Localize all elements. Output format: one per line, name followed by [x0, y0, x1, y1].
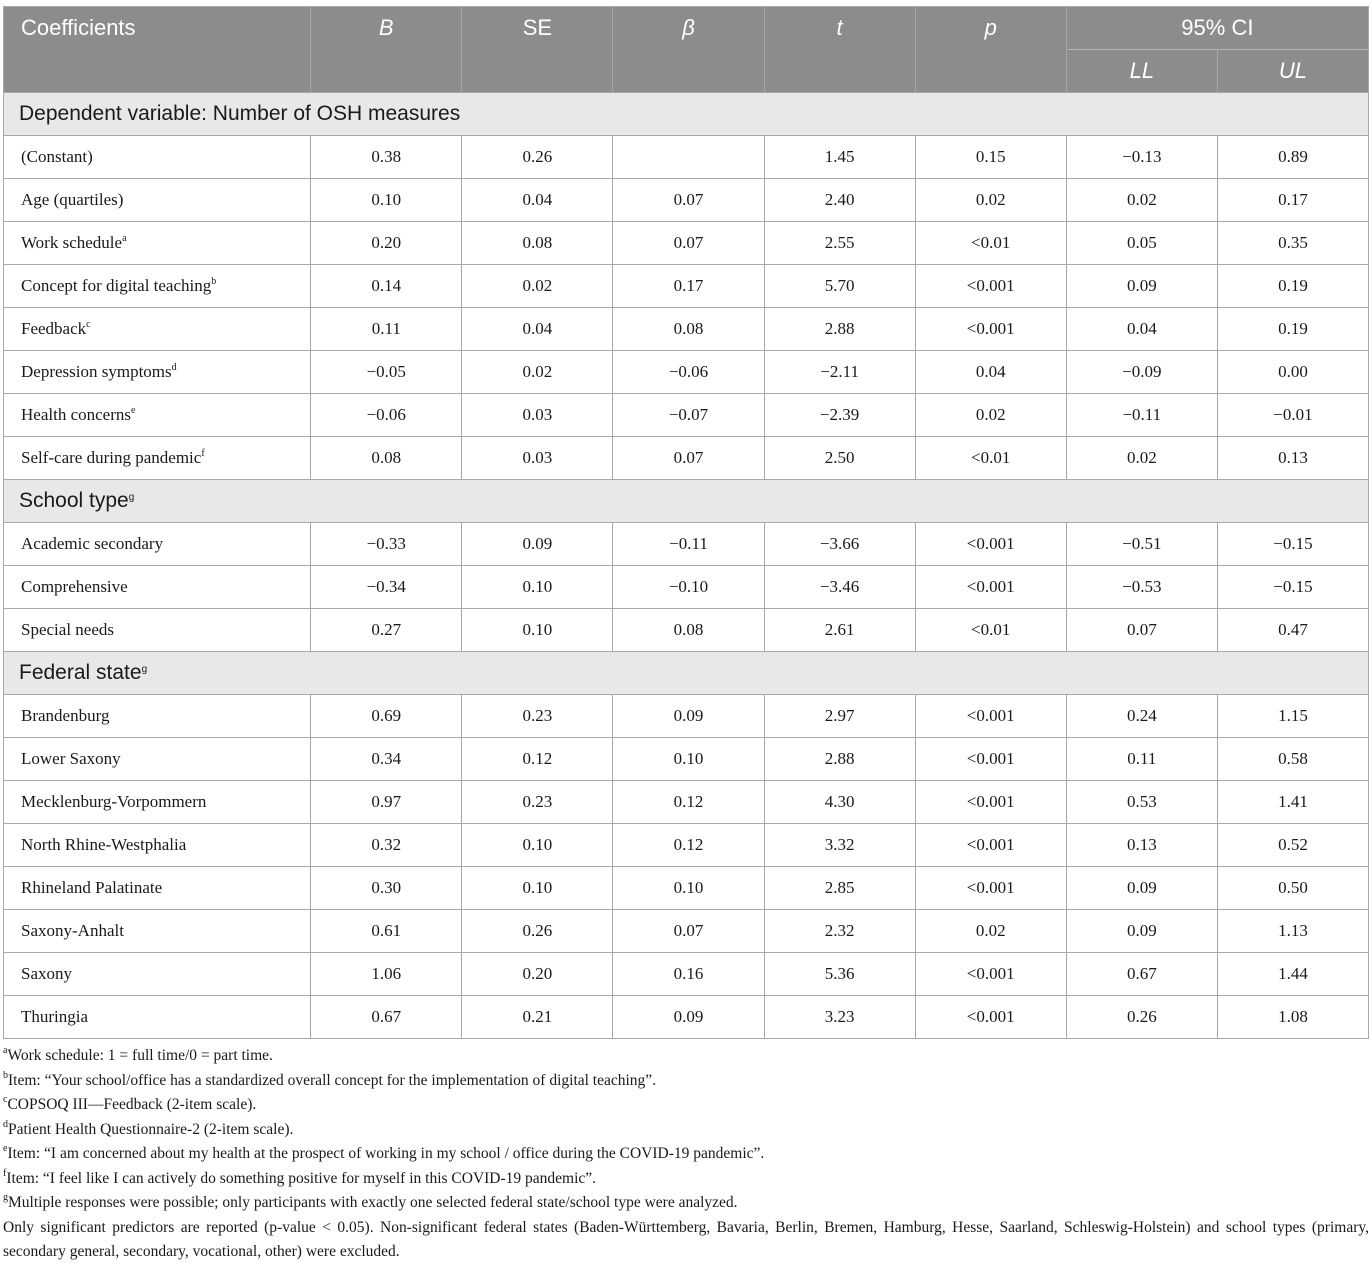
predictor-footnote-mark: e [130, 405, 136, 416]
cell-p: 0.02 [915, 179, 1066, 222]
cell-ll: 0.67 [1066, 953, 1217, 996]
table-row [4, 437, 1369, 480]
cell-p: <0.01 [915, 222, 1066, 265]
footnote-text: Item: “I am concerned about my health at the prospect of working in my school / office during the COVID-19 pandemic”. [7, 1145, 765, 1162]
header-ul: UL [1217, 50, 1368, 93]
footnote-text: Multiple responses were possible; only participants with exactly one selected federal state/school type were analyzed. [8, 1194, 738, 1211]
cell-beta: 0.10 [613, 738, 764, 781]
table-row [4, 394, 1369, 437]
footnote [3, 1142, 1369, 1167]
cell-t: 2.50 [764, 437, 915, 480]
cell-t: 2.55 [764, 222, 915, 265]
cell-p: <0.01 [915, 609, 1066, 652]
cell-ll: −0.13 [1066, 136, 1217, 179]
cell-t: 2.61 [764, 609, 915, 652]
predictor-label-cell [4, 566, 311, 609]
predictor-label: Feedback [21, 319, 87, 338]
footnote-mark: d [3, 1118, 8, 1130]
table-row [4, 781, 1369, 824]
section-header-row [4, 93, 1369, 136]
cell-p: <0.001 [915, 824, 1066, 867]
predictor-label-cell [4, 351, 311, 394]
cell-t: 5.36 [764, 953, 915, 996]
cell-p: <0.001 [915, 953, 1066, 996]
header-b: B [311, 7, 462, 93]
cell-ll: −0.09 [1066, 351, 1217, 394]
cell-ul: −0.15 [1217, 566, 1368, 609]
cell-ul: 1.08 [1217, 996, 1368, 1039]
cell-ul: 0.13 [1217, 437, 1368, 480]
footnote-text: Work schedule: 1 = full time/0 = part time. [7, 1047, 273, 1064]
predictor-label: Work schedule [21, 233, 123, 252]
cell-b: 0.38 [311, 136, 462, 179]
cell-se: 0.09 [462, 523, 613, 566]
cell-b: 0.30 [311, 867, 462, 910]
cell-p: <0.01 [915, 437, 1066, 480]
section-title-text: Federal state [19, 661, 142, 684]
cell-b: 0.67 [311, 996, 462, 1039]
cell-beta: 0.09 [613, 996, 764, 1039]
predictor-label-cell [4, 695, 311, 738]
footnote-mark: c [3, 1094, 8, 1105]
cell-b: 0.27 [311, 609, 462, 652]
table-row [4, 609, 1369, 652]
cell-se: 0.04 [462, 179, 613, 222]
predictor-label-cell [4, 179, 311, 222]
cell-b: 0.11 [311, 308, 462, 351]
footnote-text: Item: “Your school/office has a standardized overall concept for the implementation of digital teaching”. [8, 1071, 657, 1089]
predictor-label-cell [4, 910, 311, 953]
cell-b: 1.06 [311, 953, 462, 996]
table-row [4, 695, 1369, 738]
predictor-footnote-mark: b [211, 276, 217, 287]
footnote-text: Item: “I feel like I can actively do something positive for myself in this COVID-19 pandemic”. [6, 1169, 597, 1187]
header-ll: LL [1066, 50, 1217, 93]
cell-p: 0.04 [915, 351, 1066, 394]
predictor-label: (Constant) [21, 147, 93, 166]
table-row [4, 738, 1369, 781]
cell-p: <0.001 [915, 867, 1066, 910]
predictor-label: Special needs [21, 620, 114, 639]
cell-ll: 0.05 [1066, 222, 1217, 265]
cell-b: 0.97 [311, 781, 462, 824]
footnote [3, 1118, 1369, 1143]
table-note: Only significant predictors are reported (p-value < 0.05). Non-significant federal states (Baden-Württemberg, Bavaria, Berlin, Bremen, Hamburg, Hesse, Saarland, Schleswig-Holstein) and school types (primary, secondary general, secondary, vocational, other) were excluded. [3, 1218, 1369, 1260]
table-row [4, 566, 1369, 609]
table-row [4, 136, 1369, 179]
cell-p: <0.001 [915, 566, 1066, 609]
cell-ll: 0.24 [1066, 695, 1217, 738]
cell-beta: −0.10 [613, 566, 764, 609]
section-title [4, 652, 1369, 695]
predictor-label-cell [4, 867, 311, 910]
cell-se: 0.20 [462, 953, 613, 996]
predictor-label: Age (quartiles) [21, 190, 124, 209]
cell-t: 2.40 [764, 179, 915, 222]
cell-beta: 0.07 [613, 222, 764, 265]
cell-b: 0.20 [311, 222, 462, 265]
predictor-label-cell [4, 996, 311, 1039]
cell-ll: 0.02 [1066, 179, 1217, 222]
footnote [3, 1044, 1369, 1069]
predictor-label-cell [4, 308, 311, 351]
predictor-footnote-mark: c [86, 319, 91, 330]
predictor-footnote-mark: f [201, 448, 205, 459]
cell-b: −0.33 [311, 523, 462, 566]
cell-t: 4.30 [764, 781, 915, 824]
predictor-label: Brandenburg [21, 706, 110, 725]
cell-beta: 0.10 [613, 867, 764, 910]
cell-se: 0.23 [462, 695, 613, 738]
table-footnotes [3, 1044, 1369, 1265]
predictor-label: Saxony [21, 964, 72, 983]
table-header [4, 7, 1369, 93]
footnote-text: COPSOQ III—Feedback (2-item scale). [7, 1096, 257, 1113]
cell-ll: 0.09 [1066, 265, 1217, 308]
predictor-label-cell [4, 523, 311, 566]
footnote [3, 1191, 1369, 1216]
section-title-text: School type [19, 489, 129, 512]
cell-beta: 0.07 [613, 437, 764, 480]
cell-ul: 0.52 [1217, 824, 1368, 867]
cell-ul: 0.19 [1217, 265, 1368, 308]
cell-se: 0.26 [462, 136, 613, 179]
cell-b: 0.34 [311, 738, 462, 781]
cell-ul: −0.15 [1217, 523, 1368, 566]
table-body [4, 93, 1369, 1039]
cell-se: 0.03 [462, 394, 613, 437]
section-title [4, 93, 1369, 136]
predictor-label: Health concerns [21, 405, 131, 424]
cell-beta: 0.12 [613, 781, 764, 824]
cell-ul: 0.47 [1217, 609, 1368, 652]
cell-beta: 0.09 [613, 695, 764, 738]
cell-p: <0.001 [915, 308, 1066, 351]
coefficients-table [3, 6, 1369, 1039]
cell-beta: 0.12 [613, 824, 764, 867]
cell-se: 0.23 [462, 781, 613, 824]
predictor-label-cell [4, 781, 311, 824]
table-row [4, 910, 1369, 953]
cell-se: 0.10 [462, 566, 613, 609]
header-p: p [915, 7, 1066, 93]
footnote-mark: b [3, 1069, 8, 1081]
cell-beta: 0.08 [613, 609, 764, 652]
predictor-label-cell [4, 394, 311, 437]
predictor-label-cell [4, 738, 311, 781]
cell-t: −2.39 [764, 394, 915, 437]
table-row [4, 867, 1369, 910]
cell-p: <0.001 [915, 265, 1066, 308]
predictor-label: Self-care during pandemic [21, 448, 202, 467]
table-row [4, 222, 1369, 265]
cell-beta: −0.11 [613, 523, 764, 566]
predictor-label: Academic secondary [21, 534, 164, 553]
regression-table-container [3, 6, 1369, 1265]
cell-ll: 0.53 [1066, 781, 1217, 824]
footnote-mark: f [3, 1167, 7, 1179]
cell-beta: 0.07 [613, 910, 764, 953]
cell-t: 2.88 [764, 738, 915, 781]
cell-t: 2.97 [764, 695, 915, 738]
cell-ll: −0.51 [1066, 523, 1217, 566]
cell-se: 0.26 [462, 910, 613, 953]
cell-se: 0.02 [462, 265, 613, 308]
table-row [4, 179, 1369, 222]
cell-ul: 0.89 [1217, 136, 1368, 179]
predictor-label: Lower Saxony [21, 749, 121, 768]
predictor-label: Saxony-Anhalt [21, 921, 124, 940]
cell-se: 0.02 [462, 351, 613, 394]
predictor-label: North Rhine-Westphalia [21, 835, 187, 854]
table-row [4, 953, 1369, 996]
predictor-footnote-mark: d [171, 362, 177, 373]
cell-beta: −0.06 [613, 351, 764, 394]
header-beta: β [613, 7, 764, 93]
predictor-label-cell [4, 136, 311, 179]
cell-b: 0.61 [311, 910, 462, 953]
cell-ll: −0.53 [1066, 566, 1217, 609]
footnote [3, 1167, 1369, 1192]
predictor-label: Thuringia [21, 1007, 89, 1026]
cell-beta: 0.17 [613, 265, 764, 308]
predictor-footnote-mark: a [122, 233, 127, 244]
table-row [4, 996, 1369, 1039]
predictor-label-cell [4, 437, 311, 480]
cell-ll: 0.07 [1066, 609, 1217, 652]
cell-ul: 0.00 [1217, 351, 1368, 394]
footnote-mark: a [3, 1045, 8, 1056]
cell-t: 5.70 [764, 265, 915, 308]
header-coefficients: Coefficients [4, 7, 311, 93]
cell-ul: 1.13 [1217, 910, 1368, 953]
cell-beta: 0.08 [613, 308, 764, 351]
cell-t: −3.66 [764, 523, 915, 566]
cell-ul: 0.35 [1217, 222, 1368, 265]
cell-se: 0.21 [462, 996, 613, 1039]
cell-ul: 1.15 [1217, 695, 1368, 738]
table-row [4, 824, 1369, 867]
section-title-text: Dependent variable: Number of OSH measures [19, 102, 461, 125]
cell-ul: −0.01 [1217, 394, 1368, 437]
section-title-footnote-mark: g [141, 664, 148, 675]
footnote [3, 1069, 1369, 1094]
cell-beta [613, 136, 764, 179]
predictor-label: Depression symptoms [21, 362, 172, 381]
cell-b: −0.05 [311, 351, 462, 394]
header-se: SE [462, 7, 613, 93]
cell-p: <0.001 [915, 781, 1066, 824]
cell-ul: 1.41 [1217, 781, 1368, 824]
cell-ul: 1.44 [1217, 953, 1368, 996]
cell-se: 0.04 [462, 308, 613, 351]
predictor-label: Comprehensive [21, 577, 128, 596]
cell-ll: 0.09 [1066, 867, 1217, 910]
section-header-row [4, 480, 1369, 523]
predictor-label: Rhineland Palatinate [21, 878, 163, 897]
cell-ll: 0.26 [1066, 996, 1217, 1039]
cell-se: 0.10 [462, 867, 613, 910]
cell-se: 0.08 [462, 222, 613, 265]
cell-b: −0.06 [311, 394, 462, 437]
cell-b: 0.69 [311, 695, 462, 738]
footnote-mark: e [3, 1143, 8, 1154]
cell-t: 2.32 [764, 910, 915, 953]
cell-ll: 0.09 [1066, 910, 1217, 953]
table-row [4, 308, 1369, 351]
cell-se: 0.10 [462, 609, 613, 652]
predictor-label-cell [4, 953, 311, 996]
header-t: t [764, 7, 915, 93]
footnote-mark: g [3, 1192, 8, 1203]
section-title-footnote-mark: g [128, 492, 135, 503]
table-row [4, 265, 1369, 308]
cell-beta: 0.16 [613, 953, 764, 996]
predictor-label-cell [4, 265, 311, 308]
cell-b: 0.10 [311, 179, 462, 222]
cell-t: 3.32 [764, 824, 915, 867]
cell-b: −0.34 [311, 566, 462, 609]
cell-ul: 0.17 [1217, 179, 1368, 222]
cell-ul: 0.19 [1217, 308, 1368, 351]
cell-beta: 0.07 [613, 179, 764, 222]
cell-b: 0.14 [311, 265, 462, 308]
predictor-label-cell [4, 609, 311, 652]
cell-t: −3.46 [764, 566, 915, 609]
cell-ul: 0.50 [1217, 867, 1368, 910]
cell-t: 2.85 [764, 867, 915, 910]
table-row [4, 523, 1369, 566]
cell-p: <0.001 [915, 996, 1066, 1039]
section-header-row [4, 652, 1369, 695]
cell-t: 1.45 [764, 136, 915, 179]
cell-se: 0.12 [462, 738, 613, 781]
cell-ll: 0.11 [1066, 738, 1217, 781]
footnote [3, 1093, 1369, 1118]
cell-t: 3.23 [764, 996, 915, 1039]
cell-b: 0.08 [311, 437, 462, 480]
header-ci: 95% CI [1066, 7, 1368, 50]
cell-ll: 0.04 [1066, 308, 1217, 351]
predictor-label: Concept for digital teaching [21, 276, 212, 295]
footnote-text: Patient Health Questionnaire-2 (2-item scale). [8, 1120, 294, 1138]
cell-p: 0.02 [915, 394, 1066, 437]
cell-p: <0.001 [915, 738, 1066, 781]
section-title [4, 480, 1369, 523]
cell-p: 0.15 [915, 136, 1066, 179]
predictor-label: Mecklenburg-Vorpommern [21, 792, 207, 811]
cell-ll: 0.13 [1066, 824, 1217, 867]
cell-se: 0.03 [462, 437, 613, 480]
cell-ul: 0.58 [1217, 738, 1368, 781]
cell-b: 0.32 [311, 824, 462, 867]
cell-beta: −0.07 [613, 394, 764, 437]
cell-p: 0.02 [915, 910, 1066, 953]
cell-t: −2.11 [764, 351, 915, 394]
cell-p: <0.001 [915, 695, 1066, 738]
cell-se: 0.10 [462, 824, 613, 867]
predictor-label-cell [4, 824, 311, 867]
cell-ll: −0.11 [1066, 394, 1217, 437]
cell-ll: 0.02 [1066, 437, 1217, 480]
cell-t: 2.88 [764, 308, 915, 351]
cell-p: <0.001 [915, 523, 1066, 566]
table-row [4, 351, 1369, 394]
predictor-label-cell [4, 222, 311, 265]
